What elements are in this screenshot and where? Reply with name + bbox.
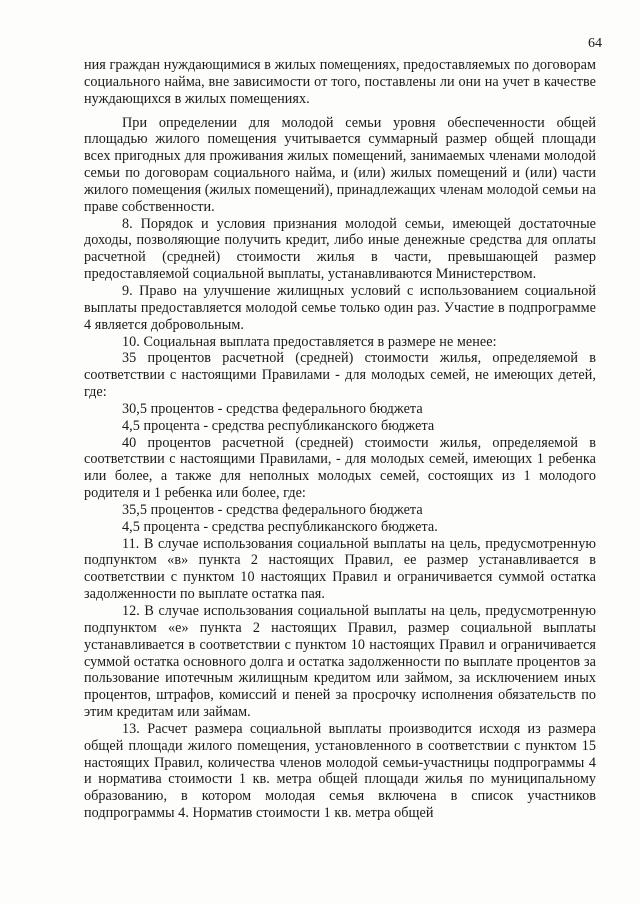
paragraph-4: 10. Социальная выплата предоставляется в размере не менее:	[122, 333, 497, 350]
paragraph-6: 30,5 процентов - средства федерального бюджета	[122, 400, 423, 417]
paragraph-11: 11. В случае использования социальной выплаты на цель, предусмотренную подпунктом «в» пункта 2 настоящих Правил, ее размер устанавливается в соответствии с пунктом 10 настоящих Правил и ограничивается суммой остатка задолженности по выплате остатка пая.	[84, 535, 596, 603]
paragraph-3: 9. Право на улучшение жилищных условий с использованием социальной выплаты предоставляется молодой семье только один раз. Участие в подпрограмме 4 является добровольным.	[84, 282, 596, 333]
paragraph-0: ния граждан нуждающимися в жилых помещениях, предоставляемых по договорам социального найма, вне зависимости от того, поставлены ли они на учет в качестве нуждающихся в жилых помещениях.	[84, 57, 596, 107]
paragraph-8: 40 процентов расчетной (средней) стоимости жилья, определяемой в соответствии с настоящими Правилами, - для молодых семей, имеющих 1 ребенка или более, а также для неполных молодых семей, состоящих из 1 молодого родителя и 1 ребенка или более, где:	[84, 434, 596, 502]
paragraph-5: 35 процентов расчетной (средней) стоимости жилья, определяемой в соответствии с настоящими Правилами - для молодых семей, не имеющих детей, где:	[84, 350, 596, 401]
paragraph-1: При определении для молодой семьи уровня обеспеченности общей площадью жилого помещения учитывается суммарный размер общей площади всех пригодных для проживания жилых помещений, занимаемых членами молодой семьи по договорам социального найма, и (или) жилых помещений и (или) части жилого помещения (жилых помещений), принадлежащих членам молодой семьи на праве собственности.	[84, 114, 596, 215]
page-number: 64	[588, 36, 602, 51]
paragraph-7: 4,5 процента - средства республиканского бюджета	[122, 417, 435, 434]
paragraph-2: 8. Порядок и условия признания молодой семьи, имеющей достаточные доходы, позволяющие получить кредит, либо иные денежные средства для оплаты расчетной (средней) стоимости жилья в части, превышающей размер предоставляемой социальной выплаты, устанавливаются Министерством.	[84, 215, 596, 283]
paragraph-9: 35,5 процентов - средства федерального бюджета	[122, 501, 423, 518]
paragraph-10: 4,5 процента - средства республиканского бюджета.	[122, 518, 438, 535]
paragraph-13: 13. Расчет размера социальной выплаты производится исходя из размера общей площади жилого помещения, установленного в соответствии с пунктом 15 настоящих Правил, количества членов молодой семьи-участницы подпрограммы 4 и норматива стоимости 1 кв. метра общей площади жилья по муниципальному образованию, в котором молодая семья включена в список участников подпрограммы 4. Норматив стоимости 1 кв. метра общей	[84, 720, 596, 822]
paragraph-12: 12. В случае использования социальной выплаты на цель, предусмотренную подпунктом «е» пункта 2 настоящих Правил, размер социальной выплаты устанавливается в соответствии с пунктом 10 настоящих Правил и ограничивается суммой остатка основного долга и остатка задолженности по выплате процентов за пользование ипотечным жилищным кредитом или займом, за исключением иных процентов, штрафов, комиссий и пеней за просрочку исполнения обязательств по этим кредитам или займам.	[84, 603, 596, 721]
document-body	[84, 57, 596, 822]
